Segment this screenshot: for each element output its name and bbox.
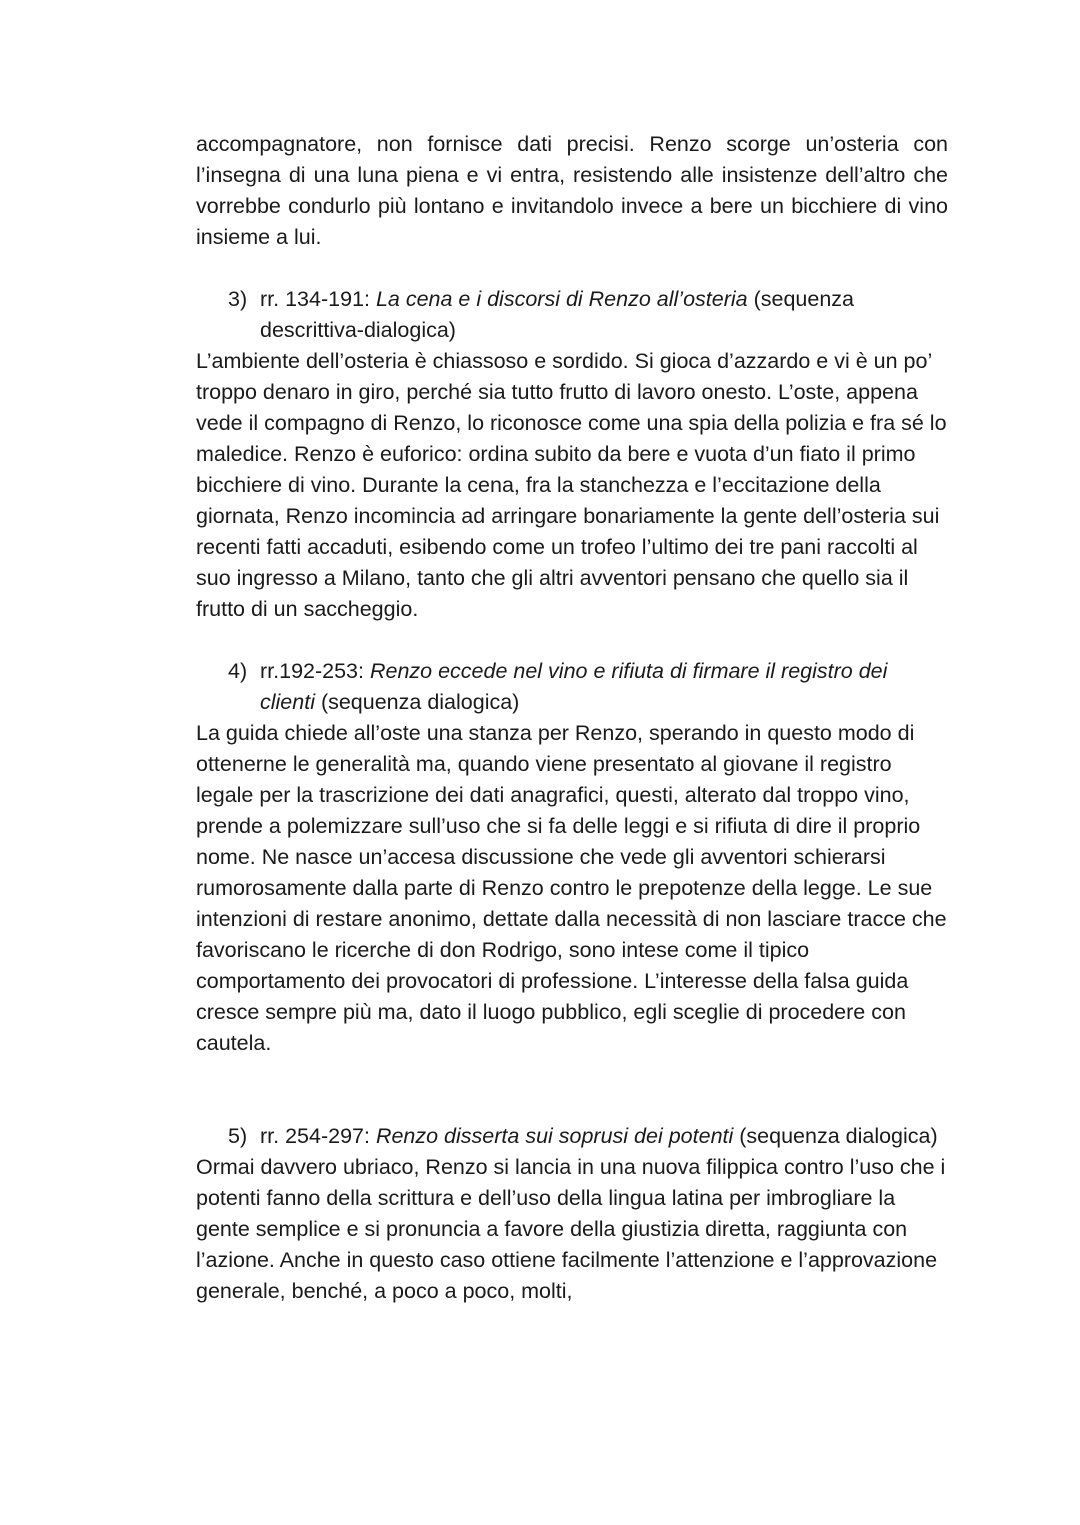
section-number: 3)	[228, 287, 248, 311]
intro-paragraph: accompagnatore, non fornisce dati precisi. Renzo scorge un’osteria con l’insegna di una luna piena e vi entra, resistendo alle insistenze dell’altro che vorrebbe condurlo più lontano e invitandolo invece a bere un bicchiere di vino insieme a lui.	[196, 132, 948, 249]
section-range: rr.192-253:	[260, 659, 370, 683]
spacer	[196, 625, 948, 656]
section-heading-3	[196, 284, 948, 346]
spacer	[196, 1059, 948, 1121]
section-type: (sequenza dialogica)	[733, 1124, 938, 1148]
section-title: Renzo eccede nel vino e rifiuta di firmare il registro dei clienti	[260, 659, 888, 714]
section-range: rr. 254-297:	[260, 1124, 376, 1148]
section-number: 5)	[228, 1124, 248, 1148]
section-body-4: La guida chiede all’oste una stanza per Renzo, sperando in questo modo di ottenerne le generalità ma, quando viene presentato al giovane il registro legale per la trascrizione dei dati anagrafici, questi, alterato dal troppo vino, prende a polemizzare sull’uso che si fa delle leggi e si rifiuta di dire il proprio nome. Ne nasce un’accesa discussione che vede gli avventori schierarsi rumorosamente dalla parte di Renzo contro le prepotenze della legge. Le sue intenzioni di restare anonimo, dettate dalla necessità di non lasciare tracce che favoriscano le ricerche di don Rodrigo, sono intese come il tipico comportamento dei provocatori di professione. L’interesse della falsa guida cresce sempre più ma, dato il luogo pubblico, egli sceglie di procedere con cautela.	[196, 721, 947, 1055]
section-heading-4	[196, 656, 948, 718]
section-type: (sequenza descrittiva-dialogica)	[260, 287, 854, 342]
section-title: Renzo disserta sui soprusi dei potenti	[375, 1124, 734, 1148]
section-heading-5	[196, 1121, 948, 1152]
section-body-3: L’ambiente dell’osteria è chiassoso e sordido. Si gioca d’azzardo e vi è un po’ troppo denaro in giro, perché sia tutto frutto di lavoro onesto. L’oste, appena vede il compagno di Renzo, lo riconosce come una spia della polizia e fra sé lo maledice. Renzo è euforico: ordina subito da bere e vuota d’un fiato il primo bicchiere di vino. Durante la cena, fra la stanchezza e l’eccitazione della giornata, Renzo incomincia ad arringare bonariamente la gente dell’osteria sui recenti fatti accaduti, esibendo come un trofeo l’ultimo dei tre pani raccolti al suo ingresso a Milano, tanto che gli altri avventori pensano che quello sia il frutto di un saccheggio.	[196, 349, 947, 621]
section-number: 4)	[228, 659, 248, 683]
section-type: (sequenza dialogica)	[314, 690, 520, 714]
spacer	[196, 253, 948, 284]
document-page	[196, 129, 948, 1307]
section-range: rr. 134-191:	[260, 287, 376, 311]
section-body-5: Ormai davvero ubriaco, Renzo si lancia in una nuova filippica contro l’uso che i potenti fanno della scrittura e dell’uso della lingua latina per imbrogliare la gente semplice e si pronuncia a favore della giustizia diretta, raggiunta con l’azione. Anche in questo caso ottiene facilmente l’attenzione e l’approvazione generale, benché, a poco a poco, molti,	[196, 1155, 946, 1303]
section-title: La cena e i discorsi di Renzo all’osteria	[375, 287, 748, 311]
